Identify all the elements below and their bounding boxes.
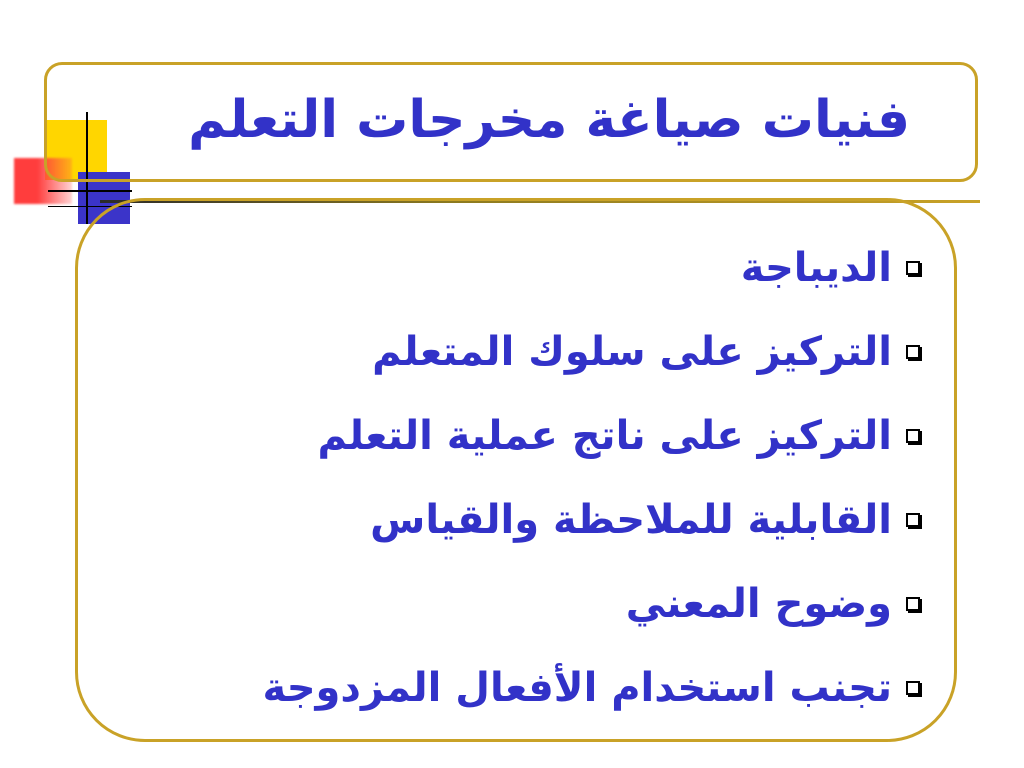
bullet-text: التركيز على ناتج عملية التعلم bbox=[317, 413, 892, 459]
bullet-item bbox=[130, 562, 920, 646]
bullet-text: التركيز على سلوك المتعلم bbox=[372, 329, 892, 375]
bullet-item bbox=[130, 226, 920, 310]
decorative-horizontal-line bbox=[48, 190, 132, 192]
slide-title: فنيات صياغة مخرجات التعلم bbox=[188, 90, 910, 150]
bullet-item bbox=[130, 646, 920, 730]
bullet-item bbox=[130, 310, 920, 394]
square-bullet-icon bbox=[906, 681, 920, 695]
bullet-text: وضوح المعني bbox=[625, 581, 892, 627]
bullet-item bbox=[130, 478, 920, 562]
bullet-text: تجنب استخدام الأفعال المزدوجة bbox=[262, 665, 892, 711]
square-bullet-icon bbox=[906, 345, 920, 359]
square-bullet-icon bbox=[906, 429, 920, 443]
square-bullet-icon bbox=[906, 513, 920, 527]
square-bullet-icon bbox=[906, 597, 920, 611]
bullet-text: القابلية للملاحظة والقياس bbox=[370, 497, 892, 543]
bullet-list bbox=[130, 226, 920, 730]
square-bullet-icon bbox=[906, 261, 920, 275]
bullet-text: الديباجة bbox=[740, 245, 892, 291]
bullet-item bbox=[130, 394, 920, 478]
